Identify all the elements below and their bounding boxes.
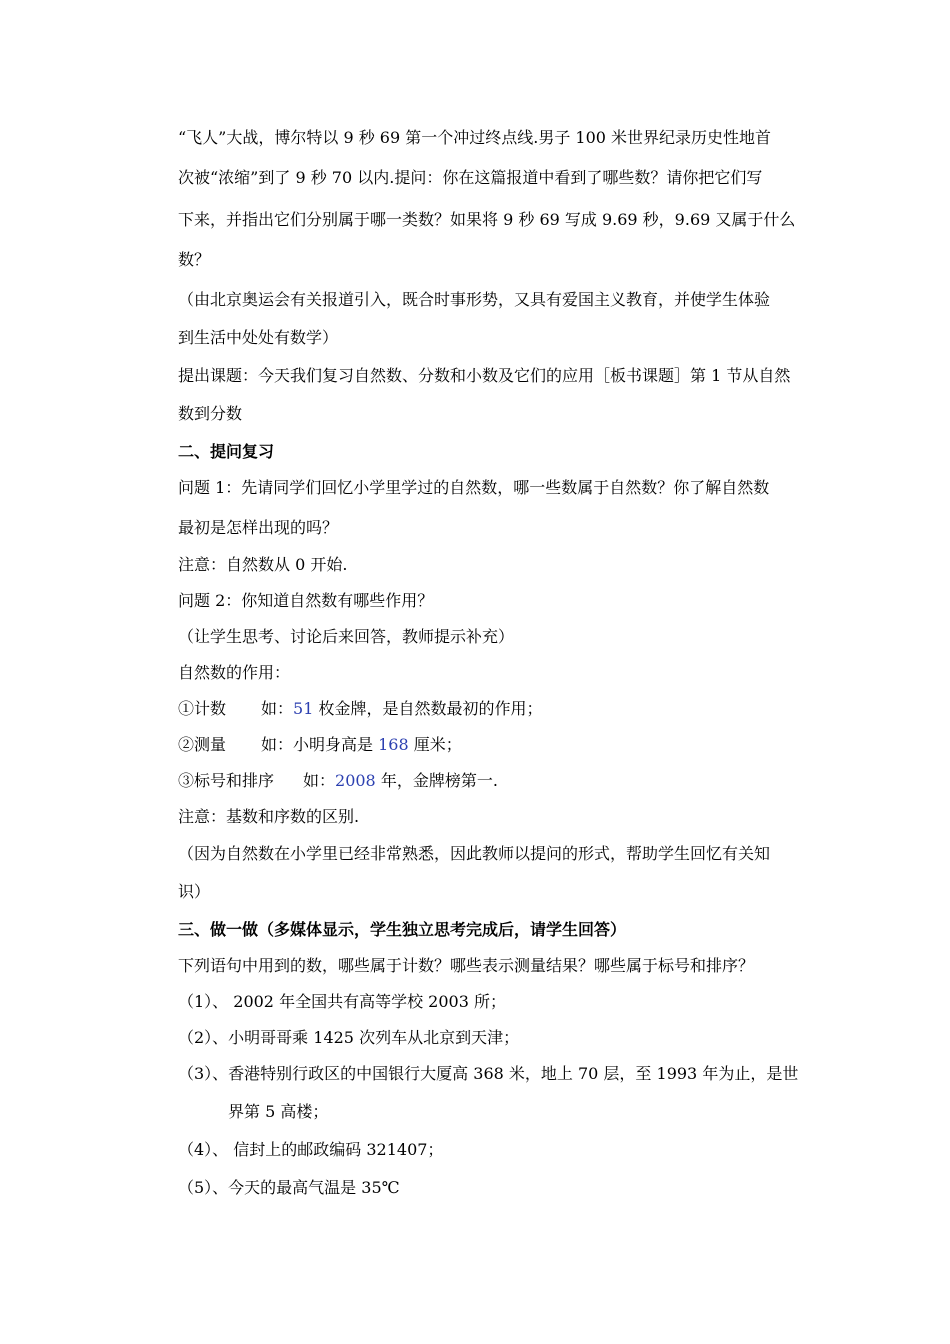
practice-item-continuation: 界第 5 高楼； bbox=[228, 1102, 329, 1121]
section-heading-practice: 三、做一做（多媒体显示，学生独立思考完成后，请学生回答） bbox=[178, 920, 627, 939]
explanation-line: （因为自然数在小学里已经非常熟悉，因此教师以提问的形式，帮助学生回忆有关知 bbox=[178, 844, 771, 863]
practice-question: 下列语句中用到的数，哪些属于计数？哪些表示测量结果？哪些属于标号和排序？ bbox=[178, 956, 755, 975]
practice-item: （2）、小明哥哥乘 1425 次列车从北京到天津； bbox=[178, 1028, 520, 1047]
intro-paragraph-line: “飞人”大战，博尔特以 9 秒 69 第一个冲过终点线.男子 100 米世界纪录历史性地首 bbox=[178, 128, 772, 147]
use-suffix: 枚金牌，是自然数最初的作用； bbox=[313, 699, 543, 718]
explanation-line: 识） bbox=[178, 882, 211, 901]
intro-paragraph-line: 次被“浓缩”到了 9 秒 70 以内.提问：你在这篇报道中看到了哪些数？请你把它们写 bbox=[178, 168, 763, 187]
teacher-hint: （让学生思考、讨论后来回答，教师提示补充） bbox=[178, 627, 515, 646]
practice-item: （4）、 信封上的邮政编码 321407； bbox=[178, 1140, 444, 1159]
use-prefix: 如： bbox=[261, 699, 294, 718]
use-prefix: 如： bbox=[303, 771, 336, 790]
use-label: ②测量 bbox=[178, 735, 227, 754]
section-heading-review: 二、提问复习 bbox=[178, 442, 275, 461]
use-item-measuring bbox=[178, 735, 462, 755]
use-item-counting bbox=[178, 699, 542, 719]
note-natural-zero: 注意：自然数从 0 开始. bbox=[178, 555, 348, 574]
note-cardinal-ordinal: 注意：基数和序数的区别. bbox=[178, 807, 360, 826]
use-number: 51 bbox=[293, 699, 314, 718]
intro-paragraph-line: 下来，并指出它们分别属于哪一类数？如果将 9 秒 69 写成 9.69 秒，9.69 又属于什么 bbox=[178, 210, 796, 229]
use-number: 2008 bbox=[335, 771, 376, 790]
intro-paragraph-line: 数？ bbox=[178, 250, 211, 269]
topic-line: 数到分数 bbox=[178, 404, 243, 423]
use-suffix: 年，金牌榜第一. bbox=[375, 771, 498, 790]
practice-item: （3）、香港特别行政区的中国银行大厦高 368 米，地上 70 层，至 1993 年为止，是世 bbox=[178, 1064, 799, 1083]
use-prefix: 如：小明身高是 bbox=[261, 735, 379, 754]
intro-note-line: 到生活中处处有数学） bbox=[178, 328, 339, 347]
practice-item: （5）、今天的最高气温是 35℃ bbox=[178, 1178, 400, 1197]
question-1-line: 最初是怎样出现的吗？ bbox=[178, 518, 339, 537]
intro-note-line: （由北京奥运会有关报道引入，既合时事形势，又具有爱国主义教育，并使学生体验 bbox=[178, 290, 771, 309]
use-label: ③标号和排序 bbox=[178, 771, 275, 790]
use-number: 168 bbox=[378, 735, 409, 754]
question-2: 问题 2：你知道自然数有哪些作用？ bbox=[178, 591, 434, 610]
uses-title: 自然数的作用： bbox=[178, 663, 291, 682]
practice-item: （1）、 2002 年全国共有高等学校 2003 所； bbox=[178, 992, 506, 1011]
use-label: ①计数 bbox=[178, 699, 227, 718]
question-1-line: 问题 1：先请同学们回忆小学里学过的自然数，哪一些数属于自然数？你了解自然数 bbox=[178, 478, 770, 497]
topic-line: 提出课题：今天我们复习自然数、分数和小数及它们的应用［板书课题］第 1 节从自然 bbox=[178, 366, 791, 385]
use-suffix: 厘米； bbox=[408, 735, 462, 754]
use-item-ordering bbox=[178, 771, 498, 791]
